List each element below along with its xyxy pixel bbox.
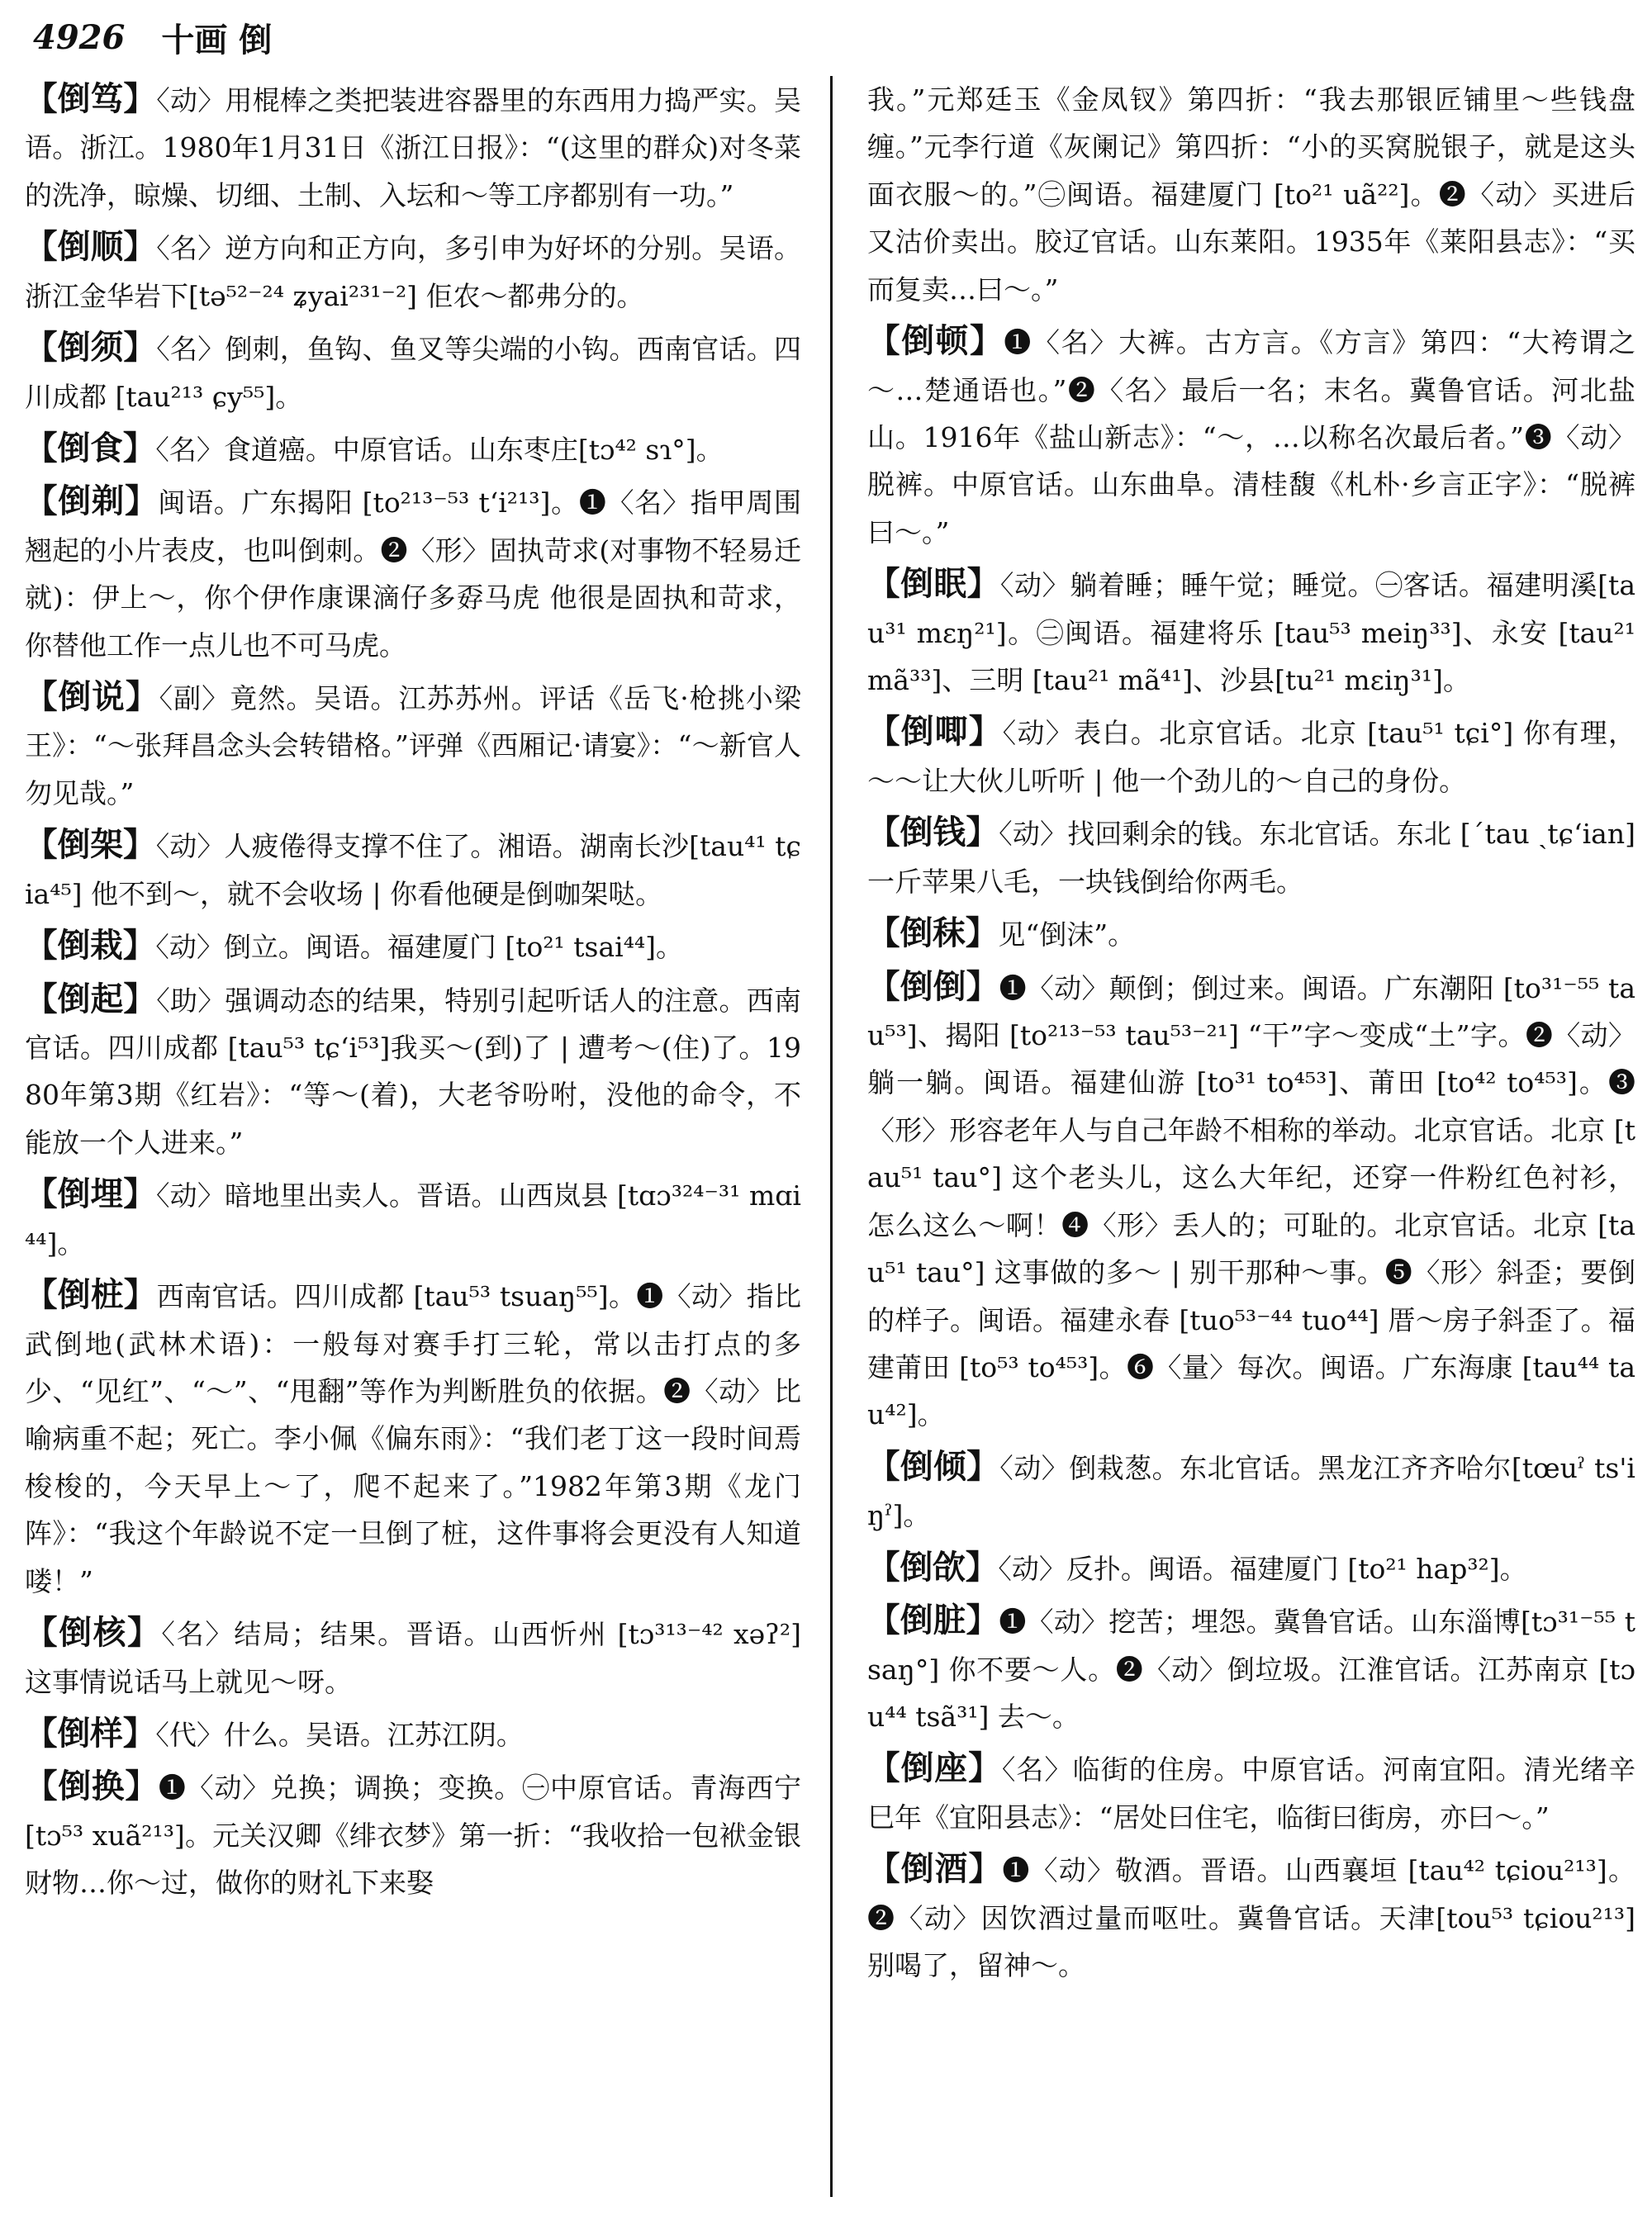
- entry-headword: 【倒倾】: [867, 1447, 1000, 1486]
- entry-headword: 【倒倒】: [867, 967, 999, 1006]
- entry-headword: 【倒顿】: [867, 322, 1004, 361]
- dictionary-entry: [25, 1610, 801, 1706]
- dictionary-entry: [25, 923, 801, 970]
- dictionary-entry: [867, 1544, 1635, 1592]
- entry-headword: 【倒说】: [25, 678, 159, 717]
- entry-definition: 西南官话。四川成都 [tau⁵³ tsuaŋ⁵⁵]。❶〈动〉指比武倒地(武林术语)：一般每对赛手打三轮，常以击打点的多少、“见红”、“～”、“甩翻”等作为判断胜负的依据。❷〈动〉比喻病重不起；死亡。李小佩《偏东雨》：“我们老丁这一段时间焉梭梭的，今天早上～了，爬不起来了。”1982年第3期《龙门阵》：“我这个年龄说不定一旦倒了桩，这件事将会更没有人知道喽！”: [25, 1280, 801, 1597]
- dictionary-entry: [25, 325, 801, 420]
- entry-headword: 【倒架】: [25, 826, 156, 865]
- entry-definition: 〈代〉什么。吴语。江苏江阴。: [155, 1718, 524, 1751]
- entry-definition: 〈动〉倒栽葱。东北官话。黑龙江齐齐哈尔[tœuˀ ts'iŋˀ]。: [867, 1451, 1635, 1532]
- entry-headword: 【倒栽】: [25, 927, 156, 966]
- dictionary-entry: [25, 1710, 801, 1758]
- entry-definition: 〈名〉结局；结果。晋语。山西忻州 [tɔ³¹³⁻⁴² xəʔ²] 这事情说话马上就见～呀。: [25, 1618, 801, 1698]
- entry-headword: 【倒食】: [25, 429, 156, 467]
- dictionary-entry: [25, 224, 801, 320]
- dictionary-entry: [867, 561, 1635, 704]
- dictionary-entry: [867, 709, 1635, 804]
- dictionary-entry: [867, 1846, 1635, 1989]
- dictionary-entry: [25, 478, 801, 669]
- entry-definition: 闽语。广东揭阳 [to²¹³⁻⁵³ tʻi²¹³]。❶〈名〉指甲周围翘起的小片表皮，也叫倒刺。❷〈形〉固执苛求(对事物不轻易迁就)：伊上～，你个伊作康课滴仔多孬马虎 他很是固执和苛求，你替他工作一点儿也不可马虎。: [25, 486, 801, 662]
- entry-definition: ❶〈动〉敬酒。晋语。山西襄垣 [tau⁴² tɕiou²¹³]。❷〈动〉因饮酒过量而呕吐。冀鲁官话。天津[tou⁵³ tɕiou²¹³] 别喝了，留神～。: [867, 1854, 1635, 1982]
- entry-headword: 【倒起】: [25, 980, 157, 1018]
- entry-definition: 〈动〉倒立。闽语。福建厦门 [to²¹ tsai⁴⁴]。: [155, 931, 684, 964]
- entry-definition: 〈动〉人疲倦得支撑不住了。湘语。湖南长沙[tau⁴¹ tɕia⁴⁵] 他不到～，就不会收场 | 你看他硬是倒咖架哒。: [25, 830, 801, 910]
- dictionary-entry: [867, 318, 1635, 556]
- dictionary-entry: [867, 1597, 1635, 1740]
- entry-headword: 【倒换】: [25, 1767, 159, 1806]
- entry-headword: 【倒酒】: [867, 1850, 1003, 1889]
- dictionary-entry: [25, 1272, 801, 1605]
- dictionary-entry: [25, 674, 801, 817]
- entry-definition: ❶〈名〉大裤。古方言。《方言》第四：“大袴谓之～…楚通语也。”❷〈名〉最后一名；末名。冀鲁官话。河北盐山。1916年《盐山新志》：“～，…以称名次最后者。”❸〈动〉脱裤。中原官话。山东曲阜。清桂馥《札朴·乡言正字》：“脱裤曰～。”: [867, 326, 1635, 548]
- dictionary-entry: [25, 1763, 801, 1906]
- entry-definition: 见“倒沫”。: [998, 918, 1136, 951]
- entry-headword: 【倒核】: [25, 1614, 162, 1653]
- dictionary-entry: [867, 910, 1635, 958]
- page-header: [33, 12, 1627, 63]
- entry-headword: 【倒笃】: [25, 80, 157, 118]
- entry-headword: 【倒埋】: [25, 1175, 156, 1214]
- entry-definition: ❶〈动〉颠倒；倒过来。闽语。广东潮阳 [to³¹⁻⁵⁵ tau⁵³]、揭阳 [to²¹³⁻⁵³ tau⁵³⁻²¹] “干”字～变成“土”字。❷〈动〉躺一躺。闽语。福建仙游 [to³¹ to⁴⁵³]、莆田 [to⁴² to⁴⁵³]。❸〈形〉形容老年人与自己年龄不相称的举动。北京官话。北京 [tau⁵¹ tau°] 这个老头儿，这么大年纪，还穿一件粉红色衬衫，怎么这么～啊！❹〈形〉丢人的；可耻的。北京官话。北京 [tau⁵¹ tau°] 这事做的多～ | 别干那种～事。❺〈形〉斜歪；要倒的样子。闽语。福建永春 [tuo⁵³⁻⁴⁴ tuo⁴⁴] 厝～房子斜歪了。福建莆田 [to⁵³ to⁴⁵³]。❻〈量〉每次。闽语。广东海康 [tau⁴⁴ tau⁴²]。: [867, 971, 1635, 1431]
- entry-definition: 〈名〉临街的住房。中原官话。河南宜阳。清光绪辛巳年《宜阳县志》：“居处曰住宅，临街曰街房，亦曰～。”: [867, 1753, 1635, 1834]
- dictionary-entry: [25, 822, 801, 918]
- entry-headword: 【倒座】: [867, 1749, 1002, 1788]
- entry-definition: 〈动〉躺着睡；睡午觉；睡觉。㊀客话。福建明溪[tau³¹ mɛŋ²¹]。㊁闽语。福建将乐 [tau⁵³ meiŋ³³]、永安 [tau²¹ mã³³]、三明 [tau²¹ mã⁴¹]、沙县[tu²¹ mɛiŋ³¹]。: [867, 569, 1635, 697]
- dictionary-entry: [867, 1444, 1635, 1540]
- entry-headword: 【倒桩】: [25, 1276, 157, 1315]
- entry-headword: 【倒唧】: [867, 713, 1003, 752]
- entry-headword: 【倒顺】: [25, 228, 157, 267]
- entry-headword: 【倒须】: [25, 329, 157, 368]
- entry-headword: 【倒钱】: [867, 814, 999, 852]
- section-title: 十画 倒: [161, 20, 273, 59]
- entry-definition: 〈动〉用棍棒之类把装进容器里的东西用力捣严实。吴语。浙江。1980年1月31日《浙江日报》：“(这里的群众)对冬菜的洗净，晾燥、切细、土制、入坛和～等工序都别有一功。”: [25, 84, 801, 211]
- entry-definition: ❶〈动〉挖苦；埋怨。冀鲁官话。山东淄博[tɔ³¹⁻⁵⁵ tsaŋ°] 你不要～人。❷〈动〉倒垃圾。江淮官话。江苏南京 [tɔu⁴⁴ tsã³¹] 去～。: [867, 1606, 1635, 1733]
- entry-definition: 〈动〉暗地里出卖人。晋语。山西岚县 [tɑɔ³²⁴⁻³¹ mɑi⁴⁴]。: [25, 1179, 801, 1260]
- continuation-paragraph: 我。”元郑廷玉《金凤钗》第四折：“我去那银匠铺里～些钱盘缠。”元李行道《灰阑记》第四折：“小的买窝脱银子，就是这头面衣服～的。”㊁闽语。福建厦门 [to²¹ uã²²]。❷〈动〉买进后又沽价卖出。胶辽官话。山东莱阳。1935年《莱阳县志》：“买而复卖…曰～。”: [867, 83, 1635, 306]
- entry-headword: 【倒欱】: [867, 1548, 999, 1587]
- entry-definition: 〈助〉强调动态的结果，特别引起听话人的注意。西南官话。四川成都 [tau⁵³ tɕʻi⁵³]我买～(到)了 | 遭考～(住)了。1980年第3期《红岩》：“等～(着)，大老爷吩咐，没他的命令，不能放一个人进来。”: [25, 984, 801, 1159]
- dictionary-entry: [867, 809, 1635, 905]
- dictionary-entry: [25, 76, 801, 219]
- entry-definition: 〈名〉食道癌。中原官话。山东枣庄[tɔ⁴² sɿ°]。: [155, 433, 724, 466]
- entry-definition: 〈动〉找回剩余的钱。东北官话。东北 [ˊtau ˏtɕʻian] 一斤苹果八毛，一块钱倒给你两毛。: [867, 818, 1635, 898]
- entry-definition: 〈名〉倒刺，鱼钩、鱼叉等尖端的小钩。西南官话。四川成都 [tau²¹³ ɕy⁵⁵]。: [25, 333, 801, 413]
- entry-headword: 【倒剃】: [25, 482, 159, 521]
- entry-headword: 【倒样】: [25, 1714, 156, 1753]
- entry-headword: 【倒眠】: [867, 565, 1000, 604]
- dictionary-entry: [25, 1171, 801, 1267]
- dictionary-entry: [25, 976, 801, 1167]
- entry-definition: 〈副〉竟然。吴语。江苏苏州。评话《岳飞·枪挑小梁王》：“～张拜昌念头会转错格。”评弹《西厢记·请宴》：“～新官人勿见哉。”: [25, 682, 801, 809]
- entry-headword: 【倒脏】: [867, 1601, 999, 1640]
- column-divider: [830, 76, 833, 2197]
- dictionary-entry: [867, 1745, 1635, 1841]
- dictionary-entry: [867, 964, 1635, 1439]
- entry-definition: 〈名〉逆方向和正方向，多引申为好坏的分别。吴语。浙江金华岩下[tə⁵²⁻²⁴ ʑyai²³¹⁻²] 佢农～都弗分的。: [25, 232, 801, 312]
- entry-definition: 〈动〉反扑。闽语。福建厦门 [to²¹ hap³²]。: [998, 1552, 1527, 1585]
- entry-headword: 【倒秣】: [867, 914, 999, 953]
- entry-definition: ❶〈动〉兑换；调换；变换。㊀中原官话。青海西宁[tɔ⁵³ xuã²¹³]。元关汉卿《绯衣梦》第一折：“我收拾一包袱金银财物…你～过，做你的财礼下来娶: [25, 1772, 801, 1900]
- dictionary-entry: [25, 425, 801, 473]
- right-column: [867, 76, 1635, 2213]
- page-number: 4926: [33, 17, 126, 57]
- entry-definition: 〈动〉表白。北京官话。北京 [tau⁵¹ tɕi°] 你有理，～～让大伙儿听听 | 他一个劲儿的～自己的身份。: [867, 717, 1635, 797]
- left-column: [25, 76, 801, 2213]
